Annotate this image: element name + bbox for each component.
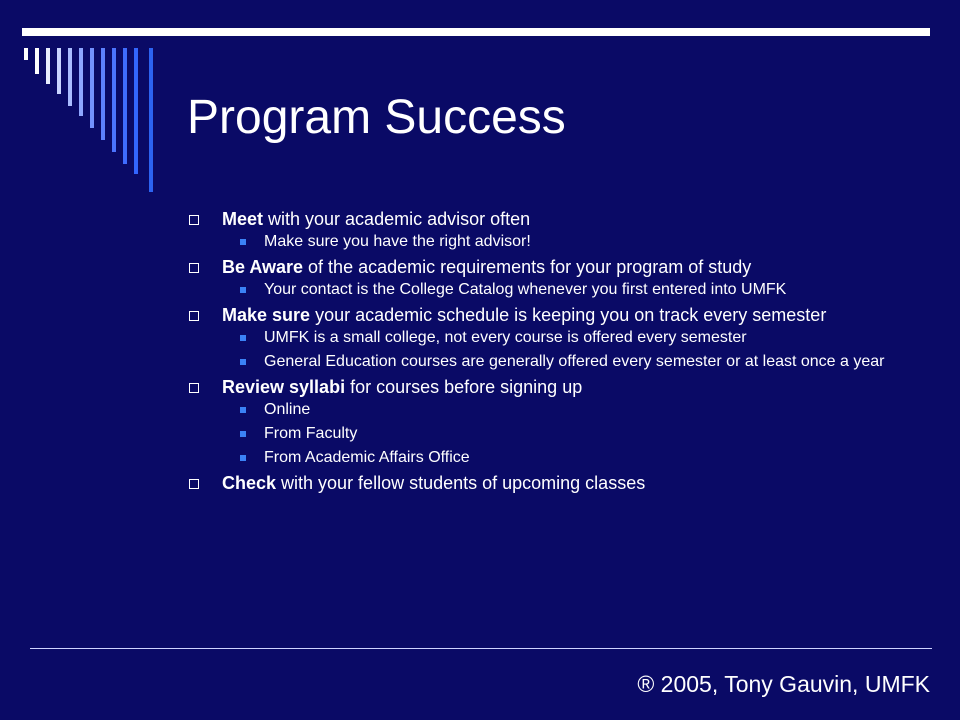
sub-bullet-list <box>222 330 889 370</box>
bottom-rule <box>30 648 932 649</box>
hollow-square-bullet-icon <box>189 383 199 393</box>
sub-bullet-text: Your contact is the College Catalog whenever you first entered into UMFK <box>264 281 787 298</box>
bullet-item <box>189 210 889 250</box>
filled-square-bullet-icon <box>240 359 246 365</box>
bullet-item <box>189 378 889 466</box>
filled-square-bullet-icon <box>240 455 246 461</box>
hollow-square-bullet-icon <box>189 215 199 225</box>
sub-bullet-item <box>231 234 889 250</box>
sub-bullet-item <box>231 426 889 442</box>
bullet-bold-text: Meet <box>222 209 264 229</box>
bullet-text: for courses before signing up <box>345 377 583 397</box>
decorative-bars <box>0 0 200 200</box>
decorative-bar <box>123 48 127 164</box>
bullet-list <box>189 210 889 498</box>
hollow-square-bullet-icon <box>189 479 199 489</box>
bullet-item <box>189 474 889 493</box>
sub-bullet-text: From Academic Affairs Office <box>264 449 470 466</box>
decorative-bar <box>79 48 83 116</box>
decorative-bar <box>134 48 138 174</box>
sub-bullet-item <box>231 402 889 418</box>
sub-bullet-text: Make sure you have the right advisor! <box>264 233 531 250</box>
bullet-text: with your fellow students of upcoming classes <box>276 473 646 493</box>
bullet-item <box>189 258 889 298</box>
slide-footer: ® 2005, Tony Gauvin, UMFK <box>637 671 930 697</box>
decorative-bar <box>90 48 94 128</box>
sub-bullet-text: From Faculty <box>264 425 358 442</box>
decorative-bar <box>46 48 50 84</box>
decorative-bar <box>24 48 28 60</box>
decorative-bar <box>68 48 72 106</box>
decorative-bar <box>112 48 116 152</box>
decorative-bar <box>101 48 105 140</box>
filled-square-bullet-icon <box>240 335 246 341</box>
sub-bullet-list <box>222 402 889 466</box>
hollow-square-bullet-icon <box>189 263 199 273</box>
bullet-bold-text: Review syllabi <box>222 377 346 397</box>
sub-bullet-text: Online <box>264 401 311 418</box>
decorative-bar <box>149 48 153 192</box>
hollow-square-bullet-icon <box>189 311 199 321</box>
bullet-bold-text: Be Aware <box>222 257 304 277</box>
slide-title: Program Success <box>187 91 566 144</box>
filled-square-bullet-icon <box>240 287 246 293</box>
decorative-bar <box>57 48 61 94</box>
bullet-bold-text: Check <box>222 473 277 493</box>
bullet-bold-text: Make sure <box>222 305 311 325</box>
sub-bullet-item <box>231 282 889 298</box>
filled-square-bullet-icon <box>240 431 246 437</box>
filled-square-bullet-icon <box>240 239 246 245</box>
filled-square-bullet-icon <box>240 407 246 413</box>
sub-bullet-item <box>231 354 889 370</box>
sub-bullet-item <box>231 330 889 346</box>
bullet-text: your academic schedule is keeping you on track every semester <box>310 305 827 325</box>
sub-bullet-text: UMFK is a small college, not every course is offered every semester <box>264 329 747 346</box>
bullet-text: with your academic advisor often <box>263 209 531 229</box>
sub-bullet-list <box>222 282 889 298</box>
sub-bullet-text: General Education courses are generally offered every semester or at least once a year <box>264 353 885 370</box>
sub-bullet-item <box>231 450 889 466</box>
decorative-bar <box>35 48 39 74</box>
sub-bullet-list <box>222 234 889 250</box>
bullet-item <box>189 306 889 370</box>
bullet-text: of the academic requirements for your program of study <box>303 257 752 277</box>
